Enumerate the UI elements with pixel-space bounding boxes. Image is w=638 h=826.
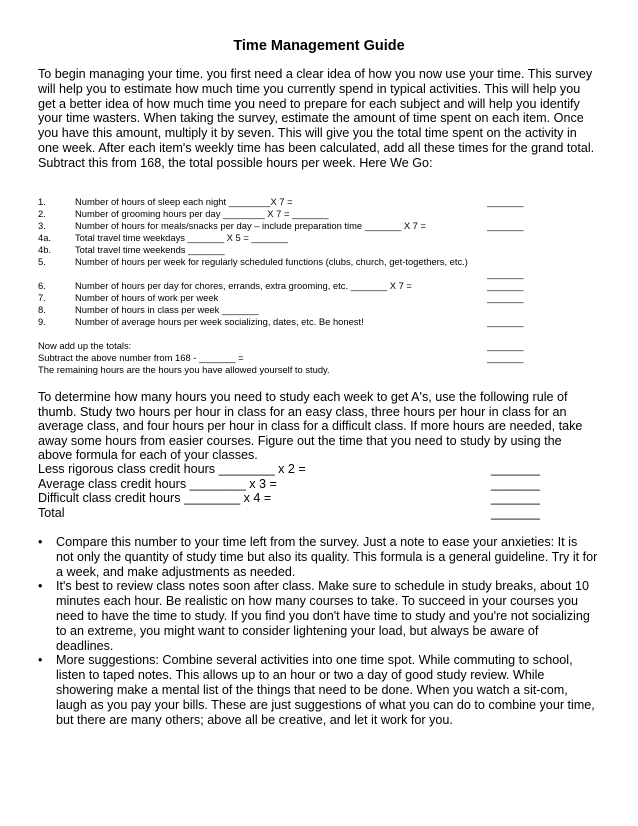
- totals-line: Now add up the totals:: [38, 340, 132, 351]
- intro-paragraph: To begin managing your time. you first need a clear idea of how you now use your time. This survey will help you to estimate how much time you currently spend in typical activities. This will help you get a better idea of how much time you need to prepare for each subject and will help you identify your time wasters. When taking the survey, estimate the amount of time spent on each item. Once you have this amount, multiply it by seven. This will give you the total time spent on the activity in one week. After each item's weekly time has been calculated, add all these times for the grand total. Subtract this from 168, the total possible hours per week. Here We Go:: [38, 67, 595, 170]
- survey-item-blank: _______: [487, 196, 524, 207]
- survey-item-number: 7.: [38, 292, 46, 303]
- survey-item-blank: _______: [487, 268, 524, 279]
- credit-row-label: Difficult class credit hours ________ x 4 =: [38, 491, 272, 505]
- survey-item: [38, 256, 598, 279]
- totals-blank: _______: [487, 340, 524, 351]
- study-paragraph: To determine how many hours you need to study each week to get A's, use the following rule of thumb. Study two hours per hour in class for an easy class, three hours per hour in class for an average class, and four hours per hour in class for a difficult class. If more hours are needed, take away some hours from easier courses. Figure out the time that you need to study by using the above formula for each of your classes.: [38, 390, 583, 463]
- totals-line: The remaining hours are the hours you have allowed yourself to study.: [38, 364, 330, 375]
- suggestions-list: [38, 535, 598, 727]
- survey-item-text: Total travel time weekends _______: [75, 244, 225, 255]
- survey-item-number: 4a.: [38, 232, 52, 243]
- list-item-text: More suggestions: Combine several activities into one time spot. While commuting to school, listen to taped notes. This allows up to an hour or two a day of good study review. While showering make a mental list of the things that need to be done. When you watch a sit-com, laugh as you pay your bills. These are just suggestions of what you can do to combine your time, but there are many others; above all be creative, and let it work for you.: [56, 653, 595, 727]
- bullet-icon: •: [38, 579, 43, 594]
- credit-row-label: Average class credit hours ________ x 3 =: [38, 477, 277, 491]
- survey-item: [38, 220, 598, 232]
- survey-item: [38, 292, 598, 304]
- survey-item-text: Number of average hours per week socializing, dates, etc. Be honest!: [75, 316, 364, 327]
- survey-item-blank: _______: [487, 292, 524, 303]
- survey-item-text: Number of hours of sleep each night ________X 7 =: [75, 196, 293, 207]
- survey-item-number: 4b.: [38, 244, 52, 255]
- list-item: [38, 579, 598, 653]
- credit-row-blank: _______: [491, 491, 541, 505]
- survey-item-text: Number of hours for meals/snacks per day – include preparation time _______ X 7 =: [75, 220, 426, 231]
- survey-item-number: 6.: [38, 280, 46, 291]
- survey-item: [38, 232, 598, 244]
- credit-row-blank: _______: [491, 477, 541, 491]
- survey-item: [38, 208, 598, 220]
- totals-line: Subtract the above number from 168 - _______ =: [38, 352, 244, 363]
- survey-item-text: Total travel time weekdays _______ X 5 = _______: [75, 232, 288, 243]
- survey-item-blank: _______: [487, 280, 524, 291]
- credit-row-blank: _______: [491, 462, 541, 476]
- credit-row-label: Total: [38, 506, 65, 520]
- list-item-text: It's best to review class notes soon after class. Make sure to schedule in study breaks, about 10 minutes each hour. Be realistic on how many courses to take. To succeed in your courses you need to have the time to study. If you find you don't have time to study and you're not socializing to an extreme, you might want to consider lightening your load, but always be aware of deadlines.: [56, 579, 590, 653]
- credit-row-blank: _______: [491, 506, 541, 520]
- credit-row-label: Less rigorous class credit hours ________ x 2 =: [38, 462, 306, 476]
- survey-item-text: Number of hours of work per week: [75, 292, 219, 303]
- survey-item: [38, 196, 598, 208]
- list-item: [38, 653, 598, 727]
- survey-item-number: 1.: [38, 196, 46, 207]
- survey-item-blank: _______: [487, 316, 524, 327]
- survey-item-number: 8.: [38, 304, 46, 315]
- survey-item: [38, 280, 598, 292]
- list-item-text: Compare this number to your time left from the survey. Just a note to ease your anxieties: It is not only the quantity of study time but also its quality. This formula is a general guideline. Try it for a week, and make adjustments as needed.: [56, 535, 598, 579]
- survey-item-number: 5.: [38, 256, 46, 267]
- survey-item-text: Number of hours per day for chores, errands, extra grooming, etc. _______ X 7 =: [75, 280, 412, 291]
- survey-item-number: 2.: [38, 208, 46, 219]
- survey-item-text: Number of hours per week for regularly scheduled functions (clubs, church, get-togethers, etc.): [75, 256, 468, 267]
- bullet-icon: •: [38, 653, 43, 668]
- list-item: [38, 535, 598, 579]
- survey-item-number: 9.: [38, 316, 46, 327]
- survey-item-text: Number of grooming hours per day ________ X 7 = _______: [75, 208, 329, 219]
- survey-item: [38, 304, 598, 316]
- survey-item: [38, 244, 598, 256]
- page-title: Time Management Guide: [233, 38, 405, 54]
- survey-item-text: Number of hours in class per week _______: [75, 304, 259, 315]
- totals-blank: _______: [487, 352, 524, 363]
- survey-item-number: 3.: [38, 220, 46, 231]
- survey-item: [38, 316, 598, 328]
- bullet-icon: •: [38, 535, 43, 549]
- survey-item-blank: _______: [487, 220, 524, 231]
